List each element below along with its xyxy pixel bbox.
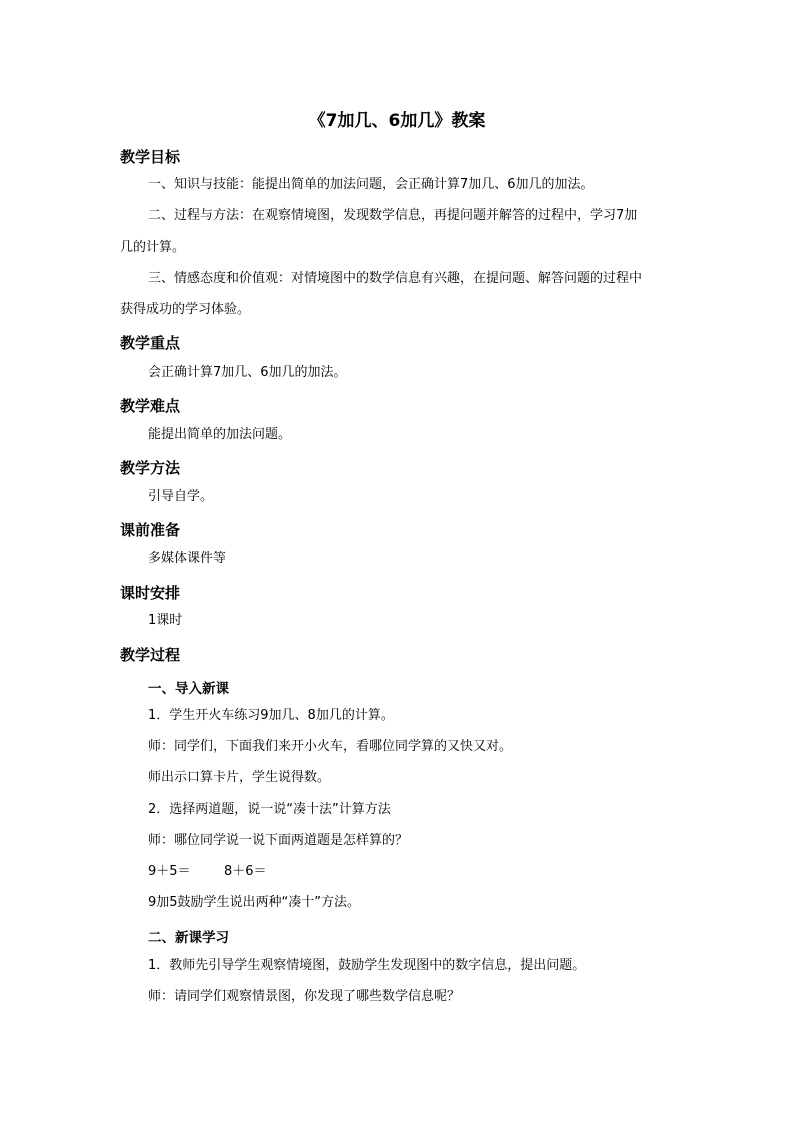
intro-line-5: 师：哪位同学说一说下面两道题是怎样算的？ — [148, 833, 409, 848]
intro-line-3: 师出示口算卡片，学生说得数。 — [148, 770, 331, 785]
heading-goals: 教学目标 — [120, 148, 181, 166]
heading-preparation: 课前准备 — [120, 521, 181, 539]
equation-1: 9＋5＝ — [148, 864, 191, 879]
goals-paragraph-2-line-2: 几的计算。 — [120, 240, 186, 255]
schedule-text: 1课时 — [148, 613, 183, 628]
heading-process: 教学过程 — [120, 646, 181, 664]
new-lesson-line-2: 师：请同学们观察情景图，你发现了哪些数学信息呢？ — [148, 989, 461, 1004]
heading-method: 教学方法 — [120, 459, 181, 477]
page-title: 《7加几、6加几》教案 — [308, 111, 486, 131]
subheading-intro: 一、导入新课 — [148, 681, 229, 697]
method-text: 引导自学。 — [148, 489, 214, 504]
heading-difficulty: 教学难点 — [120, 397, 181, 415]
intro-line-4: 2．选择两道题，说一说“凑十法”计算方法 — [148, 802, 391, 817]
goals-paragraph-3-line-1: 三、情感态度和价值观：对情境图中的数学信息有兴趣，在提问题、解答问题的过程中 — [148, 271, 643, 286]
equation-2: 8＋6＝ — [224, 864, 267, 879]
intro-line-6: 9加5鼓励学生说出两种“凑十”方法。 — [148, 895, 361, 910]
intro-line-1: 1．学生开火车练习9加几、8加几的计算。 — [148, 708, 394, 723]
goals-paragraph-1: 一、知识与技能：能提出简单的加法问题，会正确计算7加几、6加几的加法。 — [148, 177, 594, 192]
goals-paragraph-2-line-1: 二、过程与方法：在观察情境图，发现数学信息，再提问题并解答的过程中，学习7加 — [148, 208, 638, 223]
difficulty-text: 能提出简单的加法问题。 — [148, 427, 292, 442]
preparation-text: 多媒体课件等 — [148, 551, 227, 566]
new-lesson-line-1: 1．教师先引导学生观察情境图，鼓励学生发现图中的数字信息，提出问题。 — [148, 958, 586, 973]
heading-key-points: 教学重点 — [120, 334, 181, 352]
subheading-new-lesson: 二、新课学习 — [148, 930, 229, 946]
intro-line-2: 师：同学们，下面我们来开小火车，看哪位同学算的又快又对。 — [148, 739, 513, 754]
heading-schedule: 课时安排 — [120, 584, 181, 602]
goals-paragraph-3-line-2: 获得成功的学习体验。 — [120, 302, 251, 317]
key-points-text: 会正确计算7加几、6加几的加法。 — [148, 365, 347, 380]
